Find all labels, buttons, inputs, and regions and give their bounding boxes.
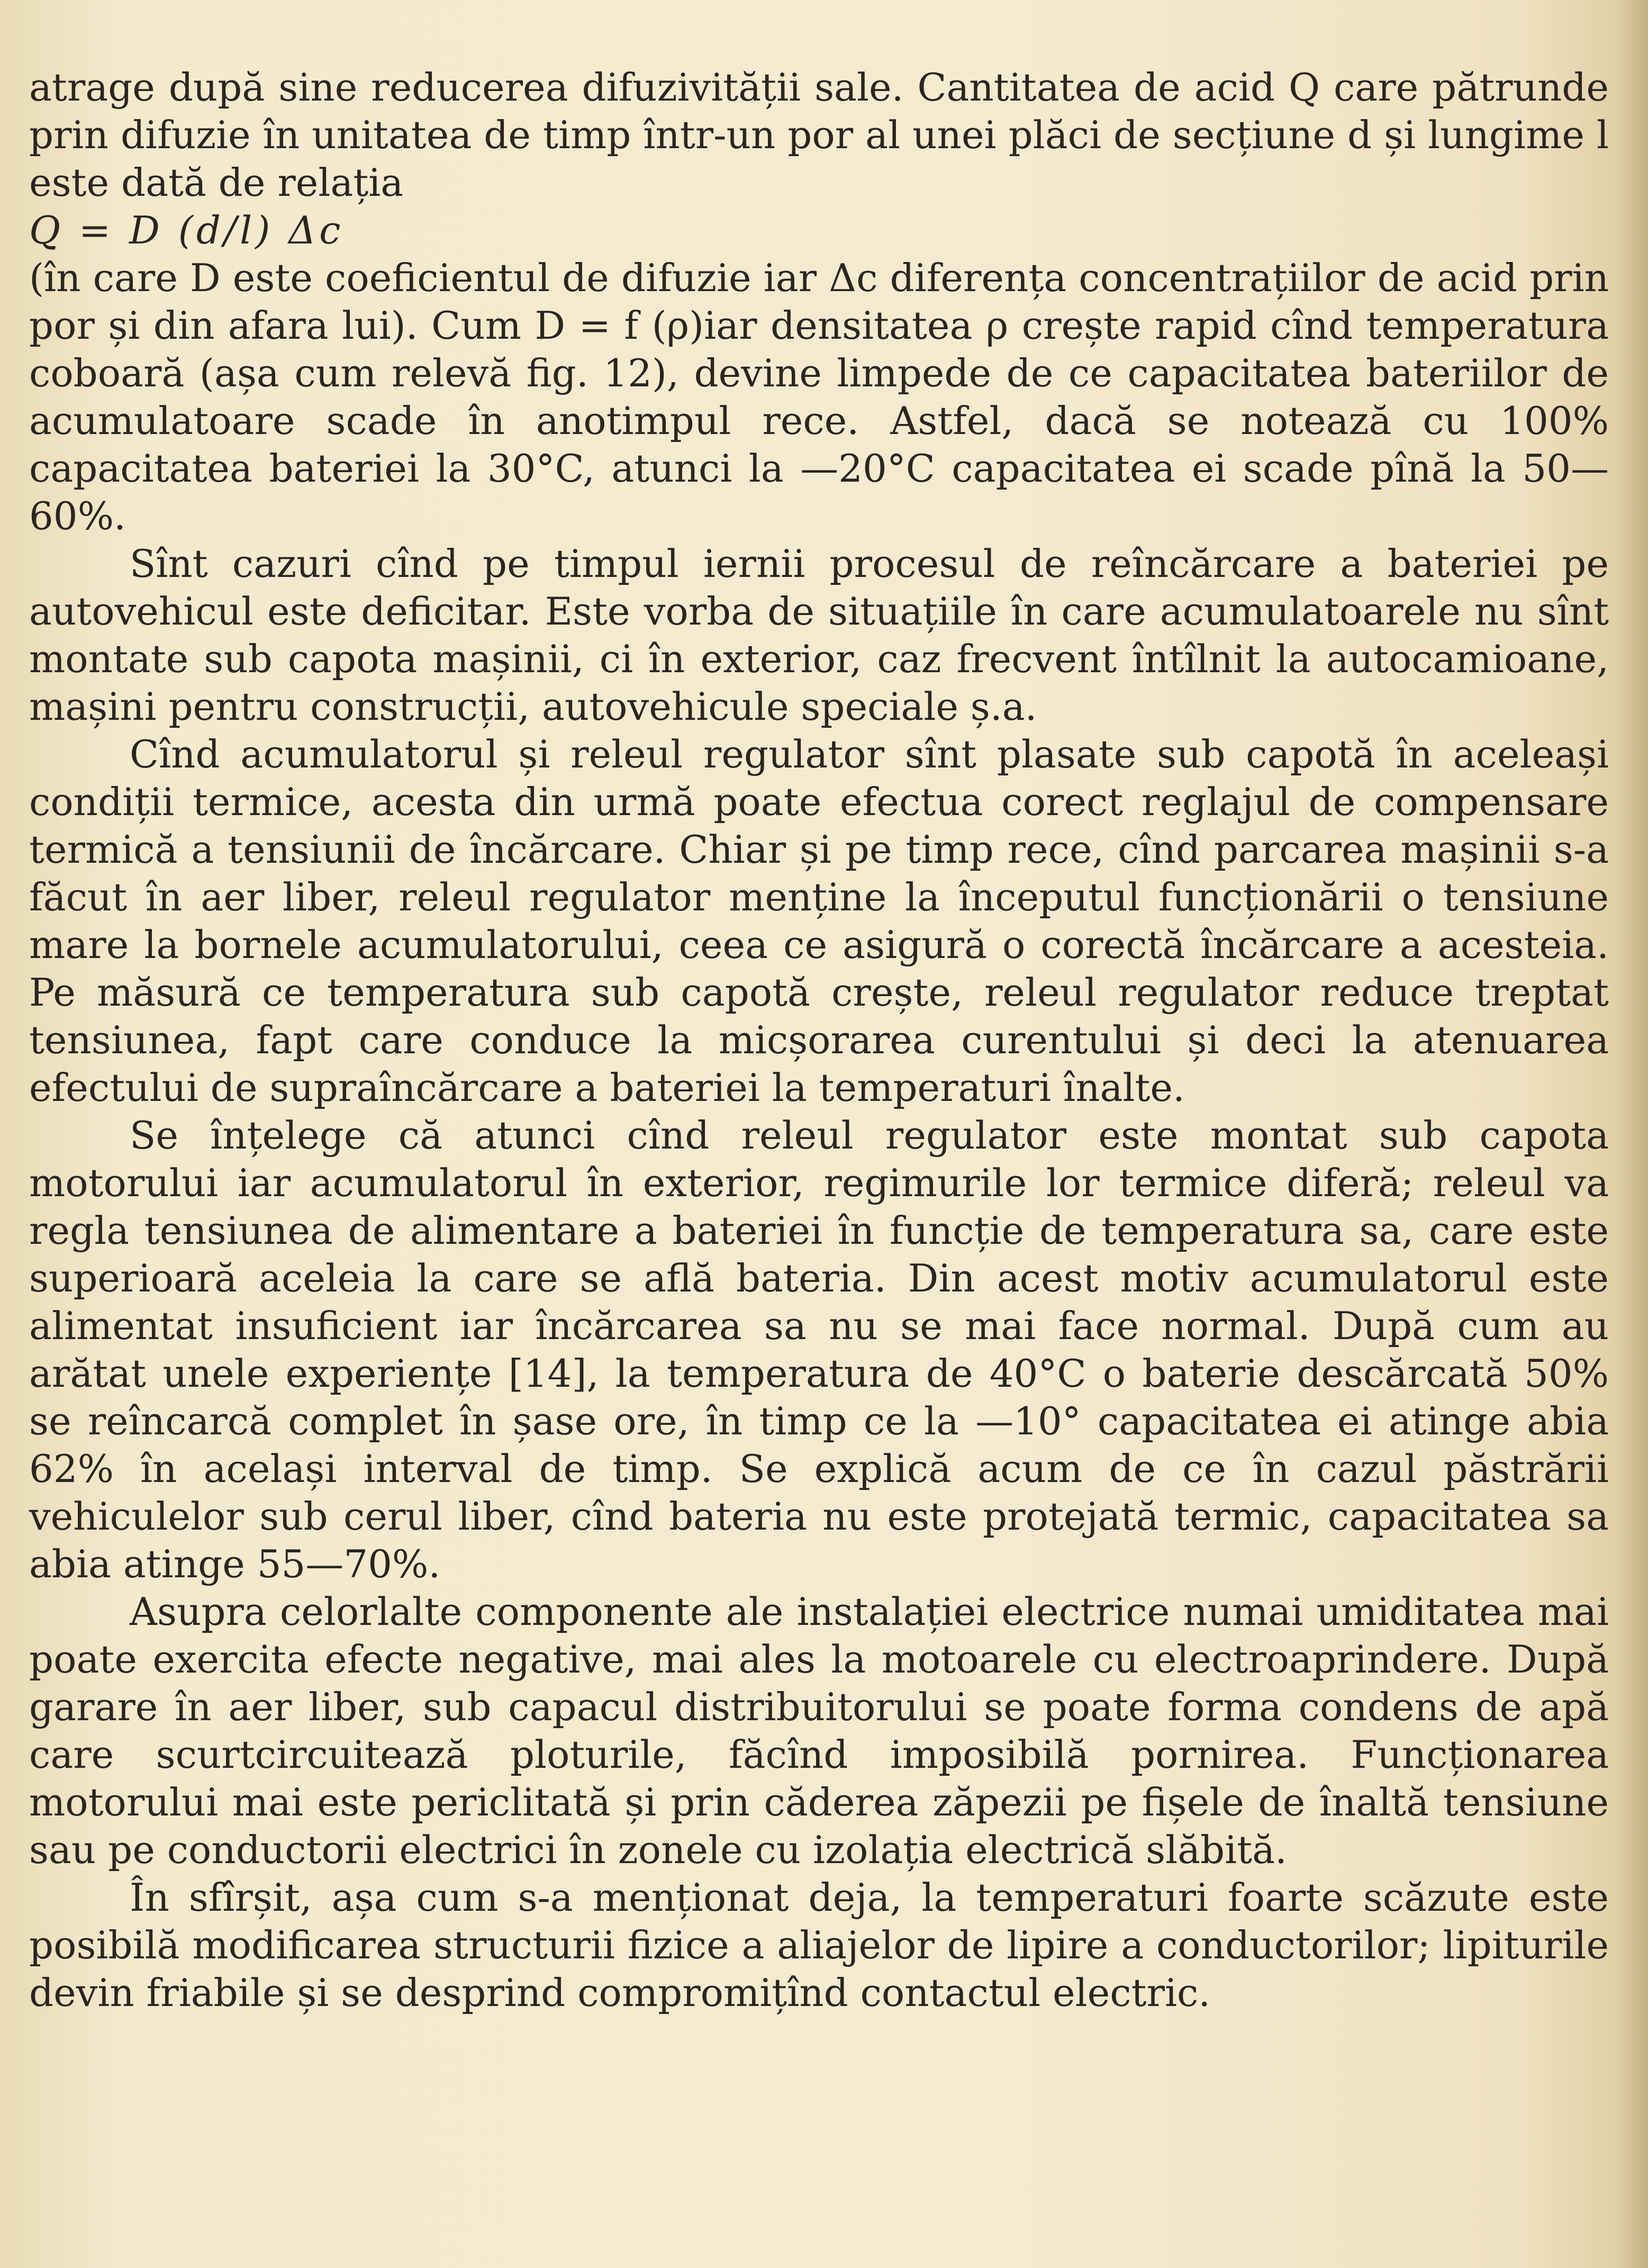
paragraph-4: Cînd acumulatorul și releul regulator sînt plasate sub capotă în aceleași condiții termice, acesta din urmă poate efectua corect reglajul de compensare termică a tensiunii de încărcare. Chiar și pe timp rece, cînd parcarea mașinii s-a făcut în aer liber, releul regulator menține la începutul funcționării o tensiune mare la bornele acumulatorului, ceea ce asigură o corectă încărcare a acesteia. Pe măsură ce temperatura sub capotă crește, releul regulator reduce treptat tensiunea, fapt care conduce la micșorarea curentului și deci la atenuarea efectului de supraîncărcare a bateriei la temperaturi înalte. [29, 732, 1609, 1110]
diffusion-equation: Q = D (d/l) Δc [29, 208, 344, 252]
paragraph-5: Se înțelege că atunci cînd releul regulator este montat sub capota motorului iar acumulatorul în exterior, regimurile lor termice diferă; releul va regla tensiunea de alimentare a bateriei în funcție de temperatura sa, care este superioară aceleia la care se află bateria. Din acest motiv acumulatorul este alimentat insuficient iar încărcarea sa nu se mai face normal. După cum au arătat unele experiențe [14], la temperatura de 40°C o baterie descărcată 50% se reîncarcă complet în șase ore, în timp ce la —10° capacitatea ei atinge abia 62% în același interval de timp. Se explică acum de ce în cazul păstrării vehiculelor sub cerul liber, cînd bateria nu este protejată termic, capacitatea sa abia atinge 55—70%. [29, 1113, 1609, 1586]
paragraph-6: Asupra celorlalte componente ale instalației electrice numai umiditatea mai poate exercita efecte negative, mai ales la motoarele cu electroaprindere. După garare în aer liber, sub capacul distribuitorului se poate forma condens de apă care scurtcircuitează ploturile, făcînd imposibilă pornirea. Funcționarea motorului mai este periclitată și prin căderea zăpezii pe fișele de înaltă tensiune sau pe conductorii electrici în zonele cu izolația electrică slăbită. [29, 1589, 1609, 1872]
paragraph-1: atrage după sine reducerea difuzivității sale. Cantitatea de acid Q care pătrunde prin difuzie în unitatea de timp într-un por al unei plăci de secțiune d și lungime l este dată de relația [29, 65, 1609, 205]
paragraph-3: Sînt cazuri cînd pe timpul iernii procesul de reîncărcare a bateriei pe autovehicul este deficitar. Este vorba de situațiile în care acumulatoarele nu sînt montate sub capota mașinii, ci în exterior, caz frecvent întîlnit la autocamioane, mașini pentru construcții, autovehicule speciale ș.a. [29, 541, 1609, 729]
paragraph-7: În sfîrșit, așa cum s-a menționat deja, la temperaturi foarte scăzute este posibilă modificarea structurii fizice a aliajelor de lipire a conductorilor; lipiturile devin friabile și se desprind compromițînd contactul electric. [29, 1875, 1609, 2015]
paragraph-2: (în care D este coeficientul de difuzie iar Δc diferența concentrațiilor de acid prin por și din afara lui). Cum D = f (ρ)iar densitatea ρ crește rapid cînd temperatura coboară (așa cum relevă fig. 12), devine limpede de ce capacitatea bateriilor de acumulatoare scade în anotimpul rece. Astfel, dacă se notează cu 100% capacitatea bateriei la 30°C, atunci la —20°C capacitatea ei scade pînă la 50—60%. [29, 256, 1609, 538]
body-text [29, 64, 1609, 2017]
page-edge-shadow [1616, 0, 1648, 2268]
